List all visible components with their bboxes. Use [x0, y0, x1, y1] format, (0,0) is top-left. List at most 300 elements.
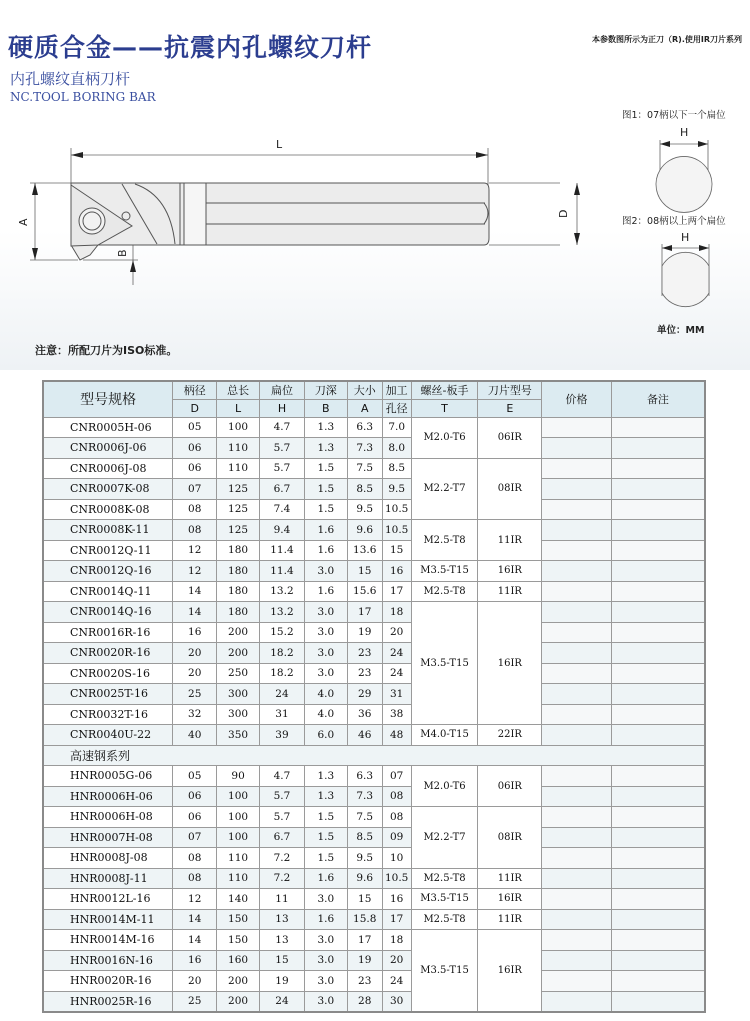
cell-h: 11: [260, 889, 305, 910]
cell-d: 06: [173, 438, 217, 459]
cell-h: 39: [260, 725, 305, 746]
table-row: [43, 950, 705, 971]
cell-d: 14: [173, 581, 217, 602]
cell-a: 7.3: [347, 786, 382, 807]
insert-model-cell: 16IR: [478, 930, 542, 1012]
table-row: [43, 622, 705, 643]
cell-h: 15: [260, 950, 305, 971]
remarks-cell[interactable]: [611, 971, 705, 992]
screw-wrench-cell: M2.5-T8: [411, 520, 478, 561]
cell-l: 180: [217, 602, 260, 623]
remarks-cell[interactable]: [611, 417, 705, 438]
model-cell: CNR0016R-16: [43, 622, 173, 643]
price-cell[interactable]: [542, 643, 612, 664]
cell-b: 3.0: [304, 991, 347, 1012]
model-cell: CNR0005H-06: [43, 417, 173, 438]
remarks-cell[interactable]: [611, 786, 705, 807]
cell-d: 08: [173, 499, 217, 520]
price-cell[interactable]: [542, 438, 612, 459]
cell-l: 200: [217, 991, 260, 1012]
cell-l: 180: [217, 581, 260, 602]
price-cell[interactable]: [542, 889, 612, 910]
cell-b: 1.5: [304, 827, 347, 848]
cell-a: 19: [347, 622, 382, 643]
remarks-cell[interactable]: [611, 540, 705, 561]
header-flat: 扁位: [260, 381, 305, 399]
remarks-cell[interactable]: [611, 520, 705, 541]
remarks-cell[interactable]: [611, 868, 705, 889]
cell-hole: 08: [382, 807, 411, 828]
remarks-cell[interactable]: [611, 622, 705, 643]
model-cell: HNR0016N-16: [43, 950, 173, 971]
table-row: [43, 807, 705, 828]
remarks-cell[interactable]: [611, 581, 705, 602]
hss-section-label: 高速钢系列: [43, 745, 705, 766]
table-row: [43, 848, 705, 869]
cell-a: 9.6: [347, 868, 382, 889]
price-cell[interactable]: [542, 991, 612, 1012]
table-row: [43, 540, 705, 561]
screw-wrench-cell: M2.5-T8: [411, 868, 478, 889]
screw-wrench-cell: M3.5-T15: [411, 889, 478, 910]
remarks-cell[interactable]: [611, 889, 705, 910]
model-cell: HNR0007H-08: [43, 827, 173, 848]
cell-l: 140: [217, 889, 260, 910]
remarks-cell[interactable]: [611, 909, 705, 930]
price-cell[interactable]: [542, 520, 612, 541]
cell-d: 14: [173, 909, 217, 930]
cell-a: 15: [347, 561, 382, 582]
model-cell: HNR0006H-06: [43, 786, 173, 807]
cell-d: 12: [173, 561, 217, 582]
price-cell[interactable]: [542, 786, 612, 807]
tool-shank: [180, 183, 489, 245]
tool-head: [71, 183, 180, 260]
hss-section-row: [43, 745, 705, 766]
remarks-cell[interactable]: [611, 684, 705, 705]
cell-a: 7.3: [347, 438, 382, 459]
header-shank-dia: 柄径: [173, 381, 217, 399]
price-cell[interactable]: [542, 930, 612, 951]
model-cell: CNR0020R-16: [43, 643, 173, 664]
cell-b: 3.0: [304, 561, 347, 582]
screw-wrench-cell: M2.0-T6: [411, 417, 478, 458]
cell-d: 32: [173, 704, 217, 725]
model-cell: HNR0014M-16: [43, 930, 173, 951]
model-cell: HNR0005G-06: [43, 766, 173, 787]
cell-a: 17: [347, 602, 382, 623]
insert-model-cell: 08IR: [478, 458, 542, 520]
cell-l: 350: [217, 725, 260, 746]
cell-h: 5.7: [260, 807, 305, 828]
remarks-cell[interactable]: [611, 807, 705, 828]
cell-a: 9.6: [347, 520, 382, 541]
remarks-cell[interactable]: [611, 930, 705, 951]
price-cell[interactable]: [542, 458, 612, 479]
remarks-cell[interactable]: [611, 704, 705, 725]
cell-b: 1.5: [304, 458, 347, 479]
price-cell[interactable]: [542, 540, 612, 561]
cell-l: 125: [217, 479, 260, 500]
cell-hole: 10.5: [382, 868, 411, 889]
cell-a: 46: [347, 725, 382, 746]
price-cell[interactable]: [542, 479, 612, 500]
cell-a: 9.5: [347, 499, 382, 520]
cell-h: 6.7: [260, 479, 305, 500]
header-total-length: 总长: [217, 381, 260, 399]
remarks-cell[interactable]: [611, 458, 705, 479]
screw-wrench-cell: M2.2-T7: [411, 458, 478, 520]
table-row: [43, 438, 705, 459]
cell-hole: 08: [382, 786, 411, 807]
cell-l: 300: [217, 684, 260, 705]
cell-b: 1.5: [304, 807, 347, 828]
cell-hole: 30: [382, 991, 411, 1012]
cell-h: 7.2: [260, 868, 305, 889]
table-row: [43, 479, 705, 500]
cell-h: 11.4: [260, 540, 305, 561]
english-title: NC.TOOL BORING BAR: [10, 90, 156, 104]
cell-hole: 18: [382, 930, 411, 951]
cell-h: 13.2: [260, 602, 305, 623]
table-row: [43, 602, 705, 623]
fig2-H-label: H: [681, 231, 690, 244]
cell-hole: 16: [382, 561, 411, 582]
model-cell: CNR0014Q-11: [43, 581, 173, 602]
page-subtitle: 内孔螺纹直柄刀杆: [10, 70, 131, 88]
table-row: [43, 766, 705, 787]
cell-l: 110: [217, 438, 260, 459]
header-depth: 刀深: [304, 381, 347, 399]
cell-b: 1.5: [304, 848, 347, 869]
model-cell: CNR0012Q-11: [43, 540, 173, 561]
tool-drawing: [0, 0, 750, 370]
cell-b: 1.6: [304, 868, 347, 889]
header-remarks: 备注: [611, 381, 705, 417]
fig2-caption: 图2：08柄以上两个扁位: [622, 216, 726, 227]
price-cell[interactable]: [542, 725, 612, 746]
cell-h: 18.2: [260, 643, 305, 664]
table-row: [43, 561, 705, 582]
model-cell: CNR0040U-22: [43, 725, 173, 746]
insert-model-cell: 16IR: [478, 561, 542, 582]
model-cell: CNR0032T-16: [43, 704, 173, 725]
cell-a: 15.8: [347, 909, 382, 930]
cell-d: 25: [173, 684, 217, 705]
model-cell: HNR0014M-11: [43, 909, 173, 930]
price-cell[interactable]: [542, 663, 612, 684]
model-cell: CNR0007K-08: [43, 479, 173, 500]
remarks-cell[interactable]: [611, 725, 705, 746]
cell-b: 3.0: [304, 602, 347, 623]
table-row: [43, 643, 705, 664]
cell-hole: 18: [382, 602, 411, 623]
insert-model-cell: 06IR: [478, 766, 542, 807]
model-cell: CNR0025T-16: [43, 684, 173, 705]
price-cell[interactable]: [542, 807, 612, 828]
remarks-cell[interactable]: [611, 561, 705, 582]
cell-d: 06: [173, 458, 217, 479]
cell-b: 1.6: [304, 520, 347, 541]
cell-b: 3.0: [304, 950, 347, 971]
cell-l: 150: [217, 930, 260, 951]
dim-A-label: A: [17, 218, 30, 226]
cell-hole: 31: [382, 684, 411, 705]
fig1-one-flat-section: [656, 140, 712, 212]
cell-l: 90: [217, 766, 260, 787]
cell-b: 1.5: [304, 479, 347, 500]
price-cell[interactable]: [542, 827, 612, 848]
cell-a: 36: [347, 704, 382, 725]
remarks-cell[interactable]: [611, 950, 705, 971]
subheader-B: B: [304, 399, 347, 417]
fig1-caption: 图1：07柄以下一个扁位: [622, 110, 726, 121]
screw-wrench-cell: M2.0-T6: [411, 766, 478, 807]
remarks-cell[interactable]: [611, 602, 705, 623]
cell-l: 125: [217, 520, 260, 541]
subheader-hole-dia: 孔径: [382, 399, 411, 417]
table-row: [43, 458, 705, 479]
cell-d: 06: [173, 807, 217, 828]
cell-hole: 09: [382, 827, 411, 848]
table-row: [43, 868, 705, 889]
model-cell: HNR0020R-16: [43, 971, 173, 992]
screw-wrench-cell: M3.5-T15: [411, 561, 478, 582]
price-cell[interactable]: [542, 499, 612, 520]
cell-b: 3.0: [304, 971, 347, 992]
cell-hole: 17: [382, 909, 411, 930]
price-cell[interactable]: [542, 622, 612, 643]
subheader-H: H: [260, 399, 305, 417]
table-row: [43, 663, 705, 684]
model-cell: HNR0008J-11: [43, 868, 173, 889]
cell-l: 250: [217, 663, 260, 684]
cell-hole: 24: [382, 643, 411, 664]
cell-d: 20: [173, 663, 217, 684]
remarks-cell[interactable]: [611, 848, 705, 869]
price-cell[interactable]: [542, 417, 612, 438]
screw-wrench-cell: M4.0-T15: [411, 725, 478, 746]
header-model: 型号规格: [43, 381, 173, 417]
remarks-cell[interactable]: [611, 479, 705, 500]
cell-d: 05: [173, 766, 217, 787]
cell-hole: 8.0: [382, 438, 411, 459]
subheader-T: T: [411, 399, 478, 417]
cell-b: 3.0: [304, 930, 347, 951]
insert-model-cell: 11IR: [478, 909, 542, 930]
cell-l: 100: [217, 807, 260, 828]
cell-d: 20: [173, 971, 217, 992]
remarks-cell[interactable]: [611, 499, 705, 520]
remarks-cell[interactable]: [611, 438, 705, 459]
remarks-cell[interactable]: [611, 663, 705, 684]
subheader-A: A: [347, 399, 382, 417]
remarks-cell[interactable]: [611, 991, 705, 1012]
table-row: [43, 971, 705, 992]
top-note: 本参数图所示为正刀（R).使用IR刀片系列: [592, 35, 742, 44]
table-row: [43, 417, 705, 438]
cell-l: 200: [217, 643, 260, 664]
price-cell[interactable]: [542, 561, 612, 582]
cell-h: 5.7: [260, 786, 305, 807]
header-price: 价格: [542, 381, 612, 417]
dimension-L: [71, 148, 488, 186]
spec-table: [42, 380, 706, 1013]
cell-d: 25: [173, 991, 217, 1012]
cell-h: 9.4: [260, 520, 305, 541]
model-cell: CNR0012Q-16: [43, 561, 173, 582]
dim-B-label: B: [116, 249, 129, 257]
cell-hole: 38: [382, 704, 411, 725]
table-row: [43, 991, 705, 1012]
cell-b: 1.5: [304, 499, 347, 520]
cell-hole: 48: [382, 725, 411, 746]
price-cell[interactable]: [542, 704, 612, 725]
cell-hole: 24: [382, 971, 411, 992]
cell-b: 1.6: [304, 540, 347, 561]
cell-h: 24: [260, 684, 305, 705]
cell-l: 200: [217, 622, 260, 643]
table-row: [43, 909, 705, 930]
cell-hole: 10.5: [382, 520, 411, 541]
cell-h: 6.7: [260, 827, 305, 848]
model-cell: CNR0008K-11: [43, 520, 173, 541]
cell-h: 4.7: [260, 417, 305, 438]
cell-a: 8.5: [347, 827, 382, 848]
cell-hole: 17: [382, 581, 411, 602]
cell-b: 1.3: [304, 766, 347, 787]
model-cell: HNR0008J-08: [43, 848, 173, 869]
cell-h: 7.2: [260, 848, 305, 869]
cell-h: 24: [260, 991, 305, 1012]
insert-model-cell: 11IR: [478, 581, 542, 602]
cell-hole: 15: [382, 540, 411, 561]
cell-b: 1.6: [304, 909, 347, 930]
dim-L-label: L: [276, 138, 283, 151]
cell-b: 1.3: [304, 438, 347, 459]
cell-d: 16: [173, 622, 217, 643]
cell-hole: 7.0: [382, 417, 411, 438]
insert-model-cell: 16IR: [478, 889, 542, 910]
model-cell: CNR0006J-08: [43, 458, 173, 479]
cell-a: 15: [347, 889, 382, 910]
subheader-L: L: [217, 399, 260, 417]
cell-d: 20: [173, 643, 217, 664]
remarks-cell[interactable]: [611, 827, 705, 848]
cell-h: 19: [260, 971, 305, 992]
price-cell[interactable]: [542, 602, 612, 623]
cell-a: 17: [347, 930, 382, 951]
insert-model-cell: 06IR: [478, 417, 542, 458]
cell-h: 13.2: [260, 581, 305, 602]
table-row: [43, 827, 705, 848]
table-row: [43, 684, 705, 705]
cell-h: 7.4: [260, 499, 305, 520]
screw-wrench-cell: M3.5-T15: [411, 930, 478, 1012]
cell-hole: 9.5: [382, 479, 411, 500]
cell-d: 16: [173, 950, 217, 971]
cell-l: 110: [217, 848, 260, 869]
cell-d: 08: [173, 520, 217, 541]
remarks-cell[interactable]: [611, 643, 705, 664]
cell-d: 12: [173, 540, 217, 561]
cell-hole: 10: [382, 848, 411, 869]
cell-b: 1.3: [304, 786, 347, 807]
unit-label: 单位：MM: [657, 325, 705, 336]
remarks-cell[interactable]: [611, 766, 705, 787]
insert-model-cell: 22IR: [478, 725, 542, 746]
insert-model-cell: 16IR: [478, 602, 542, 725]
cell-b: 3.0: [304, 889, 347, 910]
price-cell[interactable]: [542, 684, 612, 705]
model-cell: HNR0012L-16: [43, 889, 173, 910]
subheader-E: E: [478, 399, 542, 417]
screw-wrench-cell: M2.5-T8: [411, 581, 478, 602]
cell-d: 14: [173, 602, 217, 623]
cell-a: 9.5: [347, 848, 382, 869]
cell-d: 08: [173, 848, 217, 869]
cell-l: 100: [217, 827, 260, 848]
page-title: 硬质合金——抗震内孔螺纹刀杆: [8, 33, 373, 62]
cell-l: 125: [217, 499, 260, 520]
price-cell[interactable]: [542, 909, 612, 930]
cell-b: 4.0: [304, 684, 347, 705]
cell-b: 4.0: [304, 704, 347, 725]
cell-hole: 20: [382, 950, 411, 971]
cell-l: 180: [217, 561, 260, 582]
price-cell[interactable]: [542, 581, 612, 602]
cell-b: 3.0: [304, 643, 347, 664]
cell-h: 13: [260, 909, 305, 930]
cell-a: 19: [347, 950, 382, 971]
model-cell: HNR0006H-08: [43, 807, 173, 828]
price-cell[interactable]: [542, 766, 612, 787]
screw-wrench-cell: M2.2-T7: [411, 807, 478, 869]
cell-h: 4.7: [260, 766, 305, 787]
cell-h: 15.2: [260, 622, 305, 643]
cell-d: 08: [173, 868, 217, 889]
cell-a: 29: [347, 684, 382, 705]
price-cell[interactable]: [542, 848, 612, 869]
table-row: [43, 786, 705, 807]
cell-d: 06: [173, 786, 217, 807]
insert-model-cell: 11IR: [478, 868, 542, 889]
cell-d: 07: [173, 479, 217, 500]
fig1-H-label: H: [680, 126, 689, 139]
model-cell: CNR0014Q-16: [43, 602, 173, 623]
cell-l: 100: [217, 786, 260, 807]
price-cell[interactable]: [542, 868, 612, 889]
cell-a: 23: [347, 663, 382, 684]
cell-a: 6.3: [347, 417, 382, 438]
cell-l: 100: [217, 417, 260, 438]
header-size: 大小: [347, 381, 382, 399]
cell-h: 11.4: [260, 561, 305, 582]
cell-h: 5.7: [260, 458, 305, 479]
cell-hole: 24: [382, 663, 411, 684]
table-row: [43, 889, 705, 910]
cell-l: 160: [217, 950, 260, 971]
cell-a: 7.5: [347, 458, 382, 479]
table-row: [43, 930, 705, 951]
price-cell[interactable]: [542, 971, 612, 992]
cell-a: 8.5: [347, 479, 382, 500]
table-row: [43, 725, 705, 746]
iso-note: 注意：所配刀片为ISO标准。: [35, 344, 178, 357]
model-cell: CNR0008K-08: [43, 499, 173, 520]
cell-d: 07: [173, 827, 217, 848]
price-cell[interactable]: [542, 950, 612, 971]
